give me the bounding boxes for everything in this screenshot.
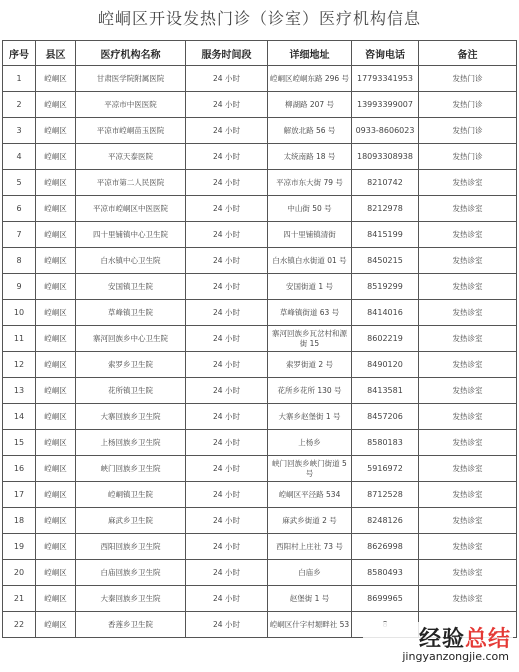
address-cell: 白水镇白水街道 01 号 (268, 248, 352, 274)
district-cell: 崆峒区 (36, 170, 76, 196)
phone-cell: 8712528 (352, 482, 419, 508)
table-row (3, 404, 517, 430)
phone-cell: 8212978 (352, 196, 419, 222)
service-hours: 24 小时 (186, 534, 268, 560)
address-cell: 柳湖路 207 号 (268, 92, 352, 118)
address-cell: 索罗街道 2 号 (268, 352, 352, 378)
district-cell: 崆峒区 (36, 144, 76, 170)
district-cell: 崆峒区 (36, 378, 76, 404)
phone-cell: 8699965 (352, 586, 419, 612)
institution-name: 大秦回族乡卫生院 (76, 586, 186, 612)
phone-cell: 8602219 (352, 326, 419, 352)
address-cell: 崆峒区平泾路 534 (268, 482, 352, 508)
note-cell: 发热诊室 (419, 586, 517, 612)
phone-cell: 8413581 (352, 378, 419, 404)
table-row (3, 326, 517, 352)
table-row (3, 300, 517, 326)
table-row (3, 378, 517, 404)
service-hours: 24 小时 (186, 508, 268, 534)
district-cell: 崆峒区 (36, 560, 76, 586)
institution-name: 草峰镇卫生院 (76, 300, 186, 326)
district-cell: 崆峒区 (36, 92, 76, 118)
column-header: 备注 (419, 41, 517, 66)
address-cell: 太统南路 18 号 (268, 144, 352, 170)
watermark-url-text: jingyanzongjie.com (402, 650, 509, 663)
note-cell: 发热门诊 (419, 66, 517, 92)
service-hours: 24 小时 (186, 118, 268, 144)
column-header: 服务时间段 (186, 41, 268, 66)
address-cell: 解放北路 56 号 (268, 118, 352, 144)
service-hours: 24 小时 (186, 352, 268, 378)
address-cell: 草峰镇街道 63 号 (268, 300, 352, 326)
institution-name: 峡门回族乡卫生院 (76, 456, 186, 482)
phone-cell: 8519299 (352, 274, 419, 300)
service-hours: 24 小时 (186, 196, 268, 222)
row-number: 2 (3, 92, 36, 118)
table-row (3, 66, 517, 92)
watermark-main-text: 经验总结 (418, 627, 511, 652)
phone-cell: 8248126 (352, 508, 419, 534)
service-hours: 24 小时 (186, 222, 268, 248)
address-cell: 赵堡街 1 号 (268, 586, 352, 612)
address-cell: 寨河回族乡瓦岔村和源街 15 (268, 326, 352, 352)
district-cell: 崆峒区 (36, 66, 76, 92)
row-number: 8 (3, 248, 36, 274)
row-number: 21 (3, 586, 36, 612)
service-hours: 24 小时 (186, 248, 268, 274)
address-cell: 中山街 50 号 (268, 196, 352, 222)
district-cell: 崆峒区 (36, 248, 76, 274)
service-hours: 24 小时 (186, 404, 268, 430)
table-row (3, 92, 517, 118)
institution-name: 平凉市第二人民医院 (76, 170, 186, 196)
institution-name: 平凉天泰医院 (76, 144, 186, 170)
row-number: 18 (3, 508, 36, 534)
address-cell: 西阳村上庄社 73 号 (268, 534, 352, 560)
note-cell: 发热诊室 (419, 170, 517, 196)
institution-name: 花所镇卫生院 (76, 378, 186, 404)
service-hours: 24 小时 (186, 586, 268, 612)
row-number: 3 (3, 118, 36, 144)
service-hours: 24 小时 (186, 326, 268, 352)
page-title: 崆峒区开设发热门诊（诊室）医疗机构信息 (97, 9, 421, 28)
district-cell: 崆峒区 (36, 118, 76, 144)
clinic-table (2, 40, 517, 638)
address-cell: 平凉市东大街 79 号 (268, 170, 352, 196)
table-body (3, 66, 517, 638)
address-cell: 崆峒区什字村塬畔社 53 (268, 612, 352, 638)
table-row (3, 560, 517, 586)
address-cell: 麻武乡街道 2 号 (268, 508, 352, 534)
table-row (3, 274, 517, 300)
address-cell: 白庙乡 (268, 560, 352, 586)
service-hours: 24 小时 (186, 274, 268, 300)
table-row (3, 508, 517, 534)
institution-name: 甘肃医学院附属医院 (76, 66, 186, 92)
district-cell: 崆峒区 (36, 300, 76, 326)
phone-cell: 8210742 (352, 170, 419, 196)
table-row (3, 196, 517, 222)
district-cell: 崆峒区 (36, 326, 76, 352)
address-cell: 四十里铺镇清街 (268, 222, 352, 248)
institution-name: 麻武乡卫生院 (76, 508, 186, 534)
table-row (3, 170, 517, 196)
district-cell: 崆峒区 (36, 222, 76, 248)
institution-name: 上杨回族乡卫生院 (76, 430, 186, 456)
phone-cell: 17793341953 (352, 66, 419, 92)
row-number: 1 (3, 66, 36, 92)
district-cell: 崆峒区 (36, 534, 76, 560)
phone-cell: 0933-8606023 (352, 118, 419, 144)
district-cell: 崆峒区 (36, 274, 76, 300)
district-cell: 崆峒区 (36, 508, 76, 534)
note-cell: 发热诊室 (419, 196, 517, 222)
table-row (3, 482, 517, 508)
phone-cell: 8414016 (352, 300, 419, 326)
table-row (3, 144, 517, 170)
phone-cell: 5916972 (352, 456, 419, 482)
phone-cell: 8626998 (352, 534, 419, 560)
institution-name: 索罗乡卫生院 (76, 352, 186, 378)
service-hours: 24 小时 (186, 430, 268, 456)
watermark-logo-text (419, 622, 511, 653)
service-hours: 24 小时 (186, 300, 268, 326)
address-cell: 安国街道 1 号 (268, 274, 352, 300)
note-cell: 发热门诊 (419, 118, 517, 144)
service-hours: 24 小时 (186, 144, 268, 170)
note-cell: 发热门诊 (419, 92, 517, 118)
note-cell: 发热诊室 (419, 560, 517, 586)
row-number: 15 (3, 430, 36, 456)
institution-name: 西阳回族乡卫生院 (76, 534, 186, 560)
service-hours: 24 小时 (186, 170, 268, 196)
table-row (3, 118, 517, 144)
row-number: 19 (3, 534, 36, 560)
district-cell: 崆峒区 (36, 196, 76, 222)
table-row (3, 586, 517, 612)
address-cell: 崆峒区崆峒东路 296 号 (268, 66, 352, 92)
note-cell: 发热诊室 (419, 456, 517, 482)
district-cell: 崆峒区 (36, 456, 76, 482)
row-number: 12 (3, 352, 36, 378)
phone-cell: 8415199 (352, 222, 419, 248)
row-number: 10 (3, 300, 36, 326)
service-hours: 24 小时 (186, 612, 268, 638)
row-number: 17 (3, 482, 36, 508)
phone-cell: 8580493 (352, 560, 419, 586)
note-cell: 发热诊室 (419, 404, 517, 430)
column-header: 咨询电话 (352, 41, 419, 66)
service-hours: 24 小时 (186, 66, 268, 92)
table-row (3, 456, 517, 482)
note-cell: 发热诊室 (419, 326, 517, 352)
district-cell: 崆峒区 (36, 482, 76, 508)
note-cell: 发热诊室 (419, 508, 517, 534)
institution-name: 香莲乡卫生院 (76, 612, 186, 638)
address-cell: 花所乡花所 130 号 (268, 378, 352, 404)
phone-cell: 8457206 (352, 404, 419, 430)
district-cell: 崆峒区 (36, 586, 76, 612)
district-cell: 崆峒区 (36, 612, 76, 638)
row-number: 16 (3, 456, 36, 482)
institution-name: 崆峒镇卫生院 (76, 482, 186, 508)
row-number: 9 (3, 274, 36, 300)
row-number: 11 (3, 326, 36, 352)
institution-name: 大寨回族乡卫生院 (76, 404, 186, 430)
institution-name: 平凉市崆峒区中医医院 (76, 196, 186, 222)
row-number: 14 (3, 404, 36, 430)
district-cell: 崆峒区 (36, 352, 76, 378)
note-cell: 发热诊室 (419, 248, 517, 274)
row-number: 20 (3, 560, 36, 586)
phone-cell: 13993399007 (352, 92, 419, 118)
table-row (3, 248, 517, 274)
institution-name: 平凉市崆峒苗玉医院 (76, 118, 186, 144)
note-cell: 发热诊室 (419, 300, 517, 326)
address-cell: 大寨乡赵堡街 1 号 (268, 404, 352, 430)
row-number: 7 (3, 222, 36, 248)
service-hours: 24 小时 (186, 378, 268, 404)
note-cell: 发热诊室 (419, 222, 517, 248)
table-row (3, 352, 517, 378)
phone-cell: 18093308938 (352, 144, 419, 170)
row-number: 4 (3, 144, 36, 170)
institution-name: 白水镇中心卫生院 (76, 248, 186, 274)
phone-cell: 8580183 (352, 430, 419, 456)
institution-name: 平凉市中医医院 (76, 92, 186, 118)
note-cell: 发热诊室 (419, 430, 517, 456)
service-hours: 24 小时 (186, 482, 268, 508)
institution-name: 白庙回族乡卫生院 (76, 560, 186, 586)
table-row (3, 534, 517, 560)
district-cell: 崆峒区 (36, 430, 76, 456)
table-header-row (3, 41, 517, 66)
row-number: 13 (3, 378, 36, 404)
note-cell: 发热诊室 (419, 378, 517, 404)
row-number: 5 (3, 170, 36, 196)
service-hours: 24 小时 (186, 92, 268, 118)
note-cell: 发热诊室 (419, 534, 517, 560)
institution-name: 寨河回族乡中心卫生院 (76, 326, 186, 352)
note-cell: 发热门诊 (419, 144, 517, 170)
address-cell: 上杨乡 (268, 430, 352, 456)
address-cell: 峡门回族乡峡门街道 5 号 (268, 456, 352, 482)
institution-name: 安国镇卫生院 (76, 274, 186, 300)
column-header: 医疗机构名称 (76, 41, 186, 66)
note-cell: 发热诊室 (419, 274, 517, 300)
row-number: 6 (3, 196, 36, 222)
institution-name: 四十里铺镇中心卫生院 (76, 222, 186, 248)
district-cell: 崆峒区 (36, 404, 76, 430)
note-cell: 发热诊室 (419, 482, 517, 508)
column-header: 序号 (3, 41, 36, 66)
site-watermark (363, 622, 513, 670)
service-hours: 24 小时 (186, 560, 268, 586)
row-number: 22 (3, 612, 36, 638)
column-header: 详细地址 (268, 41, 352, 66)
column-header: 县区 (36, 41, 76, 66)
table-row (3, 430, 517, 456)
table-row (3, 222, 517, 248)
note-cell: 发热诊室 (419, 352, 517, 378)
service-hours: 24 小时 (186, 456, 268, 482)
phone-cell: 8490120 (352, 352, 419, 378)
phone-cell: 8450215 (352, 248, 419, 274)
